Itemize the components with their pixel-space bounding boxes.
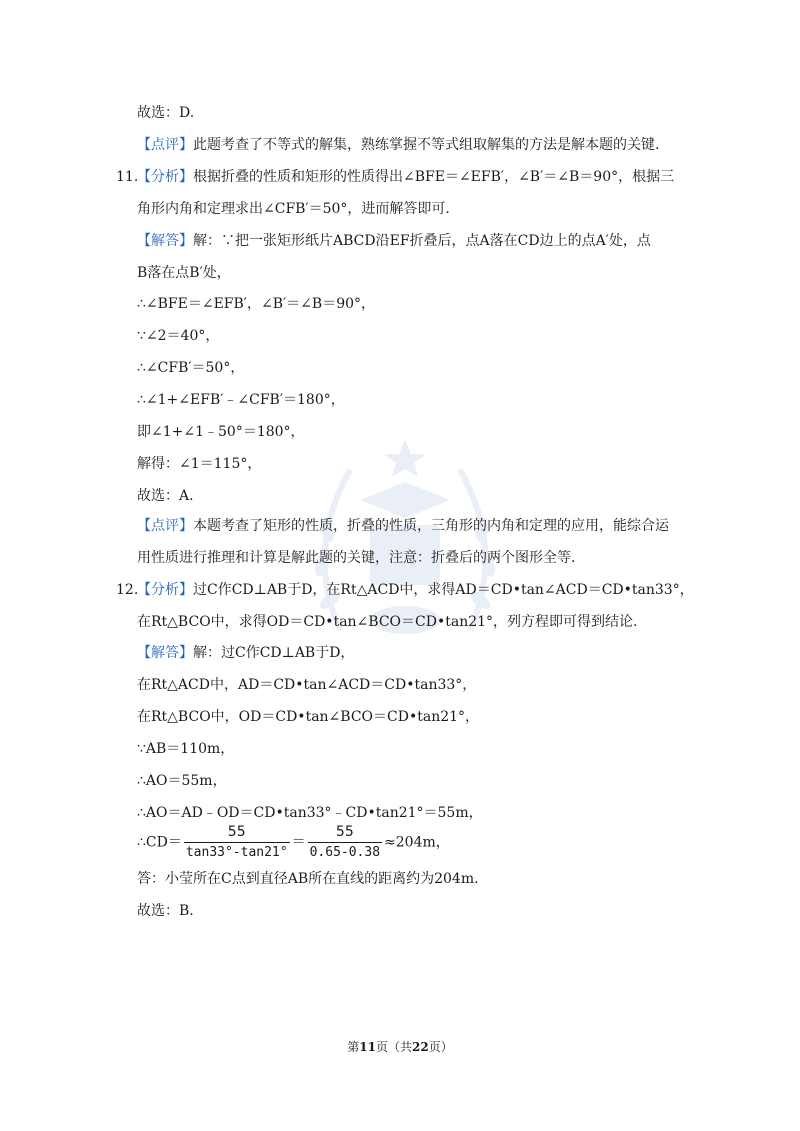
line-16-text: 过C作CD⊥AB于D，在Rt△ACD中，求得AD＝CD•tan∠ACD＝CD•tan33°， [193,582,694,598]
line-22: ∴AO＝55m， [137,773,227,789]
footer-total-pages: 22 [412,1040,429,1054]
comment-tag: 【点评】 [137,137,193,153]
analysis-tag: 【分析】 [137,169,193,185]
fraction-1 [184,823,290,862]
line-23: ∴AO＝AD﹣OD＝CD•tan33°﹣CD•tan21°＝55m， [137,805,483,821]
line-8: ∵∠2＝40°， [137,328,220,344]
line-2 [137,135,659,155]
footer-page-number: 11 [359,1040,376,1054]
line-19: 在Rt△ACD中，AD＝CD•tan∠ACD＝CD•tan33°， [137,677,477,693]
footer-prefix: 第 [347,1040,360,1054]
line-3 [137,167,674,187]
line-20: 在Rt△BCO中，OD＝CD•tan∠BCO＝CD•tan21°， [137,709,480,725]
line-5 [137,231,651,251]
line-24-equals: ＝ [291,834,306,851]
line-12: 解得：∠1＝115°， [137,456,262,472]
footer-middle: 页（共 [375,1040,412,1054]
line-25: 答：小莹所在C点到直径AB所在直线的距离约为204m. [137,871,479,887]
line-18-text: 解：过C作CD⊥AB于D， [193,645,355,661]
solution-tag: 【解答】 [137,645,193,661]
line-11: 即∠1+∠1﹣50°＝180°， [137,424,305,440]
comment-tag: 【点评】 [137,518,193,534]
analysis-tag: 【分析】 [137,582,193,598]
line-1: 故选：D. [137,105,195,121]
footer-suffix: 页） [428,1040,453,1054]
line-10: ∴∠1+∠EFB′﹣∠CFB′＝180°， [137,392,345,408]
fraction-2-denominator: 0.65-0.38 [309,845,381,860]
fraction-1-numerator: 55 [184,823,290,843]
question-11-number: 11. [116,169,139,185]
line-6: B落在点B′处， [137,265,231,281]
line-26: 故选：B. [137,903,194,919]
page-footer [0,1038,800,1055]
line-15: 用性质进行推理和计算是解此题的关键，注意：折叠后的两个图形全等. [137,550,576,566]
line-17: 在Rt△BCO中，求得OD＝CD•tan∠BCO＝CD•tan21°，列方程即可得到结论. [137,614,638,630]
line-14 [137,516,669,536]
line-9: ∴∠CFB′＝50°， [137,360,245,376]
line-4: 角形内角和定理求出∠CFB′＝50°，进而解答即可. [137,201,450,217]
solution-tag: 【解答】 [137,233,193,249]
line-21: ∵AB＝110m， [137,741,235,757]
fraction-1-denominator: tan33°-tan21° [185,845,288,860]
line-7: ∴∠BFE＝∠EFB′，∠B′＝∠B＝90°， [137,296,376,312]
fraction-2-numerator: 55 [308,823,382,843]
line-13: 故选：A. [137,488,194,504]
line-3-text: 根据折叠的性质和矩形的性质得出∠BFE＝∠EFB′，∠B′＝∠B＝90°，根据三 [193,169,675,185]
line-14-text: 本题考查了矩形的性质，折叠的性质，三角形的内角和定理的应用，能综合运 [193,518,669,534]
line-16 [137,580,694,600]
line-5-text: 解：∵把一张矩形纸片ABCD沿EF折叠后，点A落在CD边上的点A′处，点 [193,233,651,249]
line-18 [137,643,354,663]
line-24-prefix: ∴CD＝ [137,834,182,851]
question-12-number: 12. [116,582,139,598]
line-2-text: 此题考查了不等式的解集，熟练掌握不等式组取解集的方法是解本题的关键. [193,137,660,153]
line-24-suffix: ≈204m， [384,834,450,851]
line-24-fraction-equation [137,823,450,862]
fraction-2 [308,823,382,862]
